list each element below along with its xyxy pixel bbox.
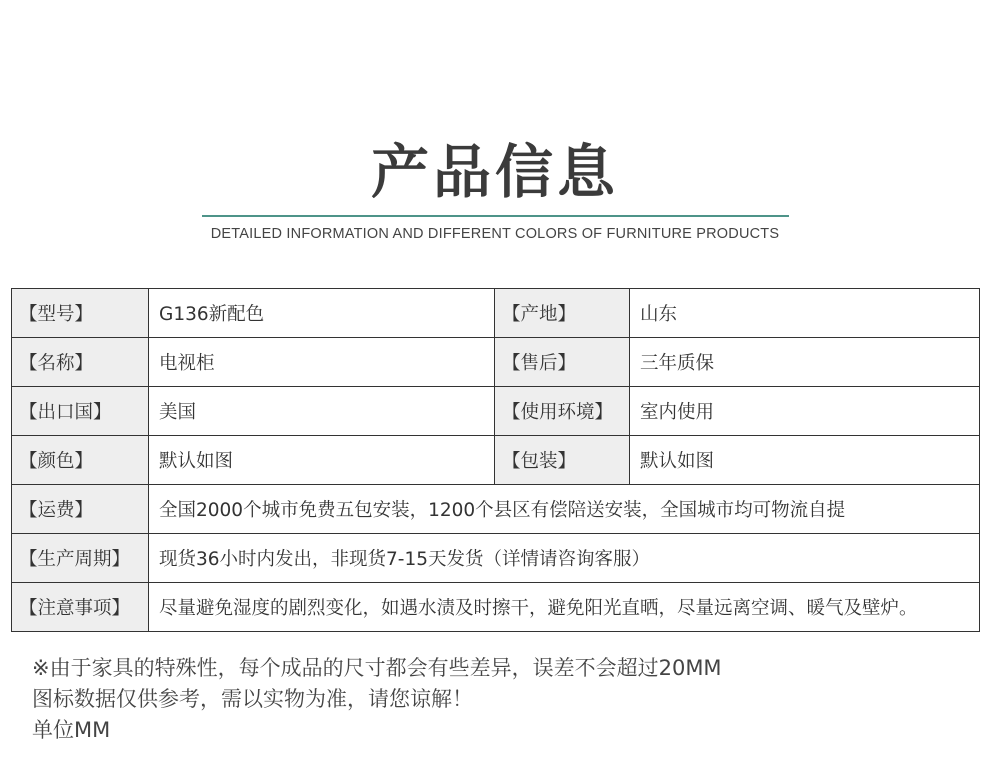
origin-value: 山东 [630, 289, 980, 338]
table-row [12, 583, 980, 632]
export-value: 美国 [149, 387, 495, 436]
shipping-value: 全国2000个城市免费五包安装，1200个县区有偿陪送安装，全国城市均可物流自提 [149, 485, 980, 534]
notice-label: 【注意事项】 [12, 583, 149, 632]
model-value: G136新配色 [149, 289, 495, 338]
table-row [12, 338, 980, 387]
lead-time-label: 【生产周期】 [12, 534, 149, 583]
notice-value: 尽量避免湿度的剧烈变化，如遇水渍及时擦干，避免阳光直晒，尽量远离空调、暖气及壁炉。 [149, 583, 980, 632]
title-divider [202, 215, 789, 217]
model-label: 【型号】 [12, 289, 149, 338]
table-row [12, 387, 980, 436]
color-value: 默认如图 [149, 436, 495, 485]
page-subtitle: DETAILED INFORMATION AND DIFFERENT COLORS OF FURNITURE PRODUCTS [210, 226, 780, 242]
note-tolerance: ※由于家具的特殊性，每个成品的尺寸都会有些差异，误差不会超过20MM [32, 656, 722, 680]
environment-value: 室内使用 [630, 387, 980, 436]
shipping-label: 【运费】 [12, 485, 149, 534]
aftersale-label: 【售后】 [495, 338, 630, 387]
note-reference: 图标数据仅供参考，需以实物为准，请您谅解！ [32, 687, 473, 711]
origin-label: 【产地】 [495, 289, 630, 338]
product-spec-table [11, 288, 980, 632]
color-label: 【颜色】 [12, 436, 149, 485]
lead-time-value: 现货36小时内发出，非现货7-15天发货（详情请咨询客服） [149, 534, 980, 583]
name-value: 电视柜 [149, 338, 495, 387]
table-row [12, 485, 980, 534]
packaging-value: 默认如图 [630, 436, 980, 485]
export-label: 【出口国】 [12, 387, 149, 436]
table-row [12, 289, 980, 338]
footnotes [32, 653, 722, 746]
note-unit: 单位MM [32, 718, 111, 742]
name-label: 【名称】 [12, 338, 149, 387]
environment-label: 【使用环境】 [495, 387, 630, 436]
aftersale-value: 三年质保 [630, 338, 980, 387]
page-title: 产品信息 [370, 138, 619, 206]
packaging-label: 【包装】 [495, 436, 630, 485]
table-row [12, 436, 980, 485]
table-row [12, 534, 980, 583]
